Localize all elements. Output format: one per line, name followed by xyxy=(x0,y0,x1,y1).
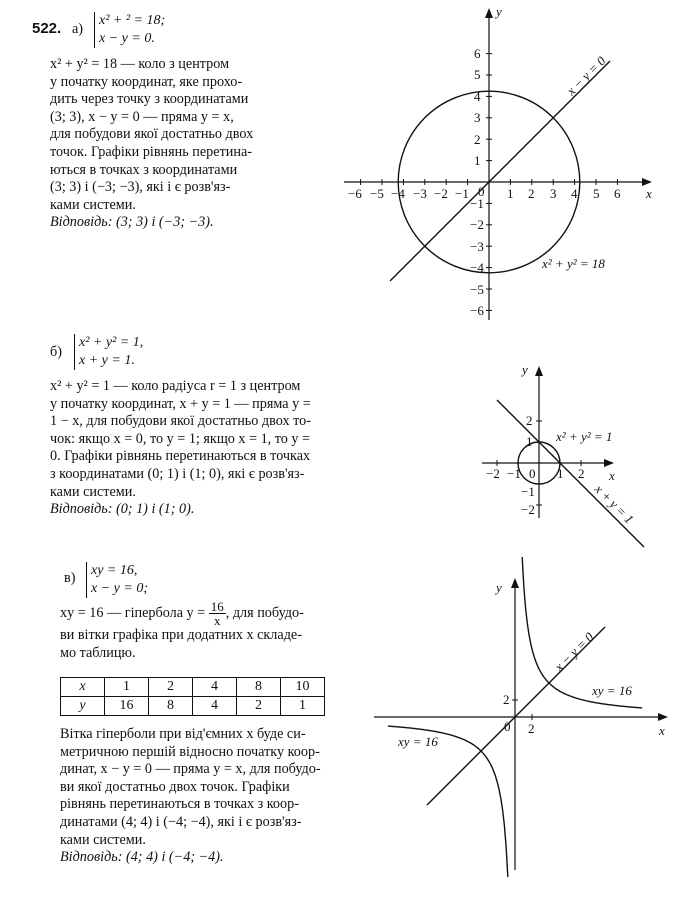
text-line: x² + y² = 1 — коло радіуса r = 1 з центром xyxy=(50,378,301,394)
tick-label: 1 xyxy=(507,186,514,201)
tick-label: 2 xyxy=(474,132,481,147)
part-b-eq-2: x + y = 1. xyxy=(79,353,135,368)
tick-label: −2 xyxy=(486,466,500,481)
tick-label: 1 xyxy=(557,466,564,481)
answer-label: Відповідь: xyxy=(60,849,123,866)
part-b-label: б) xyxy=(50,344,62,360)
tick-label: −4 xyxy=(470,260,484,275)
tick-label: 2 xyxy=(503,692,510,707)
text-line: динат, x − y = 0 — пряма y = x, для побудо- xyxy=(60,761,321,778)
text-line: ками системи. xyxy=(50,483,136,500)
table-cell: 8 xyxy=(237,678,281,697)
tick-label: −1 xyxy=(507,466,521,481)
part-a-label: а) xyxy=(72,21,84,37)
text-line: ються в точках з координатами xyxy=(50,161,238,178)
table-header-y: y xyxy=(61,697,105,716)
x-axis-arrow-icon xyxy=(658,713,668,721)
tick-label: 6 xyxy=(474,46,481,61)
intro-after: , для побудо- xyxy=(225,604,304,621)
table-cell: 4 xyxy=(193,697,237,716)
tick-label: −6 xyxy=(348,186,362,201)
tick-label: 6 xyxy=(614,186,621,201)
table-cell: 2 xyxy=(149,678,193,697)
text-line: Вітка гіперболи при від'ємних x буде си- xyxy=(60,726,306,742)
y-axis-arrow-icon xyxy=(511,578,519,588)
part-c-eq-2: x − y = 0; xyxy=(91,581,148,596)
part-c-eq-1: xy = 16, xyxy=(91,563,138,578)
table-cell: 2 xyxy=(237,697,281,716)
graph-b-line-label: x + y = 1 xyxy=(591,481,637,527)
text-line: 1 − x, для побудови якої достатньо двох то- xyxy=(50,413,311,430)
tick-label: 1 xyxy=(526,434,533,449)
tick-label: 1 xyxy=(474,153,481,168)
y-axis-label: y xyxy=(522,362,528,377)
graph-c-line-label: x − y = 0 xyxy=(551,629,597,675)
text-line: (3; 3) і (−3; −3), які і є розв'яз- xyxy=(50,179,231,196)
graph-a-circle-label: x² + y² = 18 xyxy=(542,256,605,271)
text-line: з координатами (0; 1) і (1; 0), які є розв'яз- xyxy=(50,465,305,482)
part-a-eq-1: x² + ² = 18; xyxy=(99,13,166,28)
text-line: у початку координат, яке прохо- xyxy=(50,73,243,90)
fraction-denominator: x xyxy=(213,613,221,628)
table-cell: 10 xyxy=(281,678,325,697)
intro-before: xy = 16 — гіпербола y = xyxy=(60,604,206,621)
problem-number: 522. xyxy=(32,20,62,37)
origin-label: 0 xyxy=(529,466,536,481)
tick-label: 2 xyxy=(578,466,585,481)
answer-value: (3; 3) і (−3; −3). xyxy=(115,214,214,231)
tick-label: 2 xyxy=(528,186,535,201)
part-c-label: в) xyxy=(64,570,76,586)
text-line: рівнянь перетинаються в точках з коор- xyxy=(60,796,299,813)
text-line: у початку координат, x + y = 1 — пряма y = xyxy=(50,395,311,412)
tick-label: −1 xyxy=(470,196,484,211)
tick-label: 2 xyxy=(528,721,535,736)
table-cell: 1 xyxy=(281,697,325,716)
x-axis-label: x xyxy=(659,723,665,738)
tick-label: 5 xyxy=(593,186,600,201)
tick-label: −3 xyxy=(470,239,484,254)
tick-label: 2 xyxy=(526,413,533,428)
tick-label: −4 xyxy=(391,186,405,201)
graph-c-hyp-label-right: xy = 16 xyxy=(592,683,632,698)
tick-label: −2 xyxy=(470,217,484,232)
text-line: 0. Графіки рівнянь перетинаються в точках xyxy=(50,448,311,465)
tick-label: 4 xyxy=(474,89,481,104)
fraction-numerator: 16 xyxy=(210,599,224,614)
tick-label: −3 xyxy=(413,186,427,201)
graph-b-circle-label: x² + y² = 1 xyxy=(556,429,613,444)
answer-value: (0; 1) і (1; 0). xyxy=(115,501,195,518)
tick-label: 3 xyxy=(474,110,481,125)
table-cell: 4 xyxy=(193,678,237,697)
tick-label: −5 xyxy=(470,282,484,297)
answer-value: (4; 4) і (−4; −4). xyxy=(125,849,224,866)
text-line: для побудови якої достатньо двох xyxy=(50,126,254,143)
table-cell: 1 xyxy=(105,678,149,697)
text-line: точок. Графіки рівнянь перетина- xyxy=(50,143,252,160)
tick-label: 4 xyxy=(571,186,578,201)
origin-label: 0 xyxy=(478,184,485,199)
part-b-eq-1: x² + y² = 1, xyxy=(79,335,144,350)
tick-label: −2 xyxy=(434,186,448,201)
text-line: метричною першій відносно початку коор- xyxy=(60,743,320,760)
tick-label: −5 xyxy=(370,186,384,201)
table-header-x: x xyxy=(61,678,105,697)
graph-a-line-label: x − y = 0 xyxy=(563,53,609,99)
text-line: ви якої достатньо двох точок. Графіки xyxy=(60,778,290,795)
tick-label: −1 xyxy=(521,484,535,499)
tick-label: −6 xyxy=(470,303,484,318)
answer-label: Відповідь: xyxy=(50,214,113,231)
table-cell: 8 xyxy=(149,697,193,716)
text-line: чок: якщо x = 0, то y = 1; якщо x = 1, то y = xyxy=(50,430,311,447)
tick-label: −2 xyxy=(521,502,535,517)
graph-c-hyp-label-left: xy = 16 xyxy=(398,734,438,749)
text-line: x² + y² = 18 — коло з центром xyxy=(50,56,230,72)
x-axis-label: x xyxy=(609,468,615,483)
y-axis-label: y xyxy=(496,4,502,19)
answer-label: Відповідь: xyxy=(50,501,113,518)
tick-label: 5 xyxy=(474,67,481,82)
intro-line: мо таблицю. xyxy=(60,644,136,661)
tick-label: −1 xyxy=(455,186,469,201)
y-axis-label: y xyxy=(496,580,502,595)
intro-line: ви вітки графіка при додатних x складе- xyxy=(60,627,302,643)
origin-label: 0 xyxy=(504,719,511,734)
text-line: динатами (4; 4) і (−4; −4), які і є розв'яз- xyxy=(60,813,302,830)
text-line: (3; 3), x − y = 0 — пряма y = x, xyxy=(50,108,234,125)
tick-label: 3 xyxy=(550,186,557,201)
text-line: ками системи. xyxy=(50,196,136,213)
text-line: дить через точку з координатами xyxy=(50,91,249,108)
part-a-eq-2: x − y = 0. xyxy=(99,31,155,46)
x-axis-label: x xyxy=(646,186,652,201)
text-line: ками системи. xyxy=(60,831,146,848)
table-cell: 16 xyxy=(105,697,149,716)
